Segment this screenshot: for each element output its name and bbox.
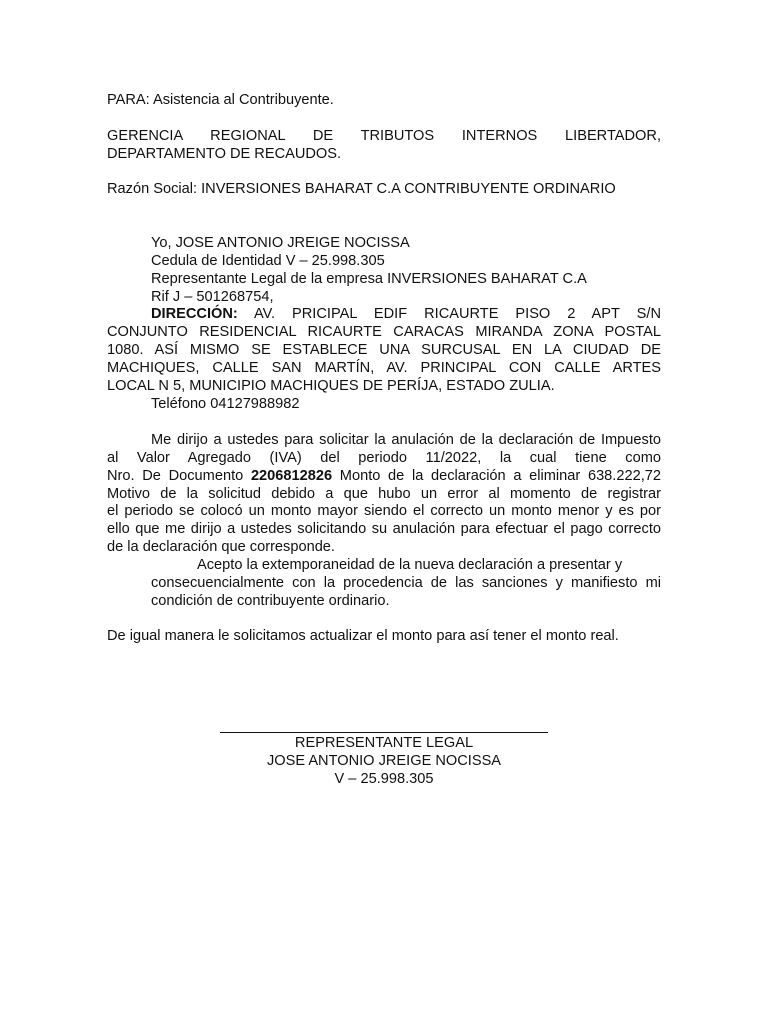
- body-p2-line-2: consecuencialmente con la procedencia de las sanciones y manifiesto mi: [151, 575, 661, 591]
- razon-social-line: Razón Social: INVERSIONES BAHARAT C.A CONTRIBUYENTE ORDINARIO: [107, 181, 616, 197]
- declaration-amount-text: Monto de la declaración a eliminar 638.222,72: [332, 468, 661, 484]
- body-p3: De igual manera le solicitamos actualizar el monto para así tener el monto real.: [107, 628, 619, 644]
- address-line-4: MACHIQUES, CALLE SAN MARTÍN, AV. PRINCIPAL CON CALLE ARTES: [107, 360, 661, 376]
- body-p1-line-7: de la declaración que corresponde.: [107, 539, 335, 555]
- body-p1-line-5: el periodo se colocó un monto mayor siendo el correcto un monto menor y es por: [107, 503, 661, 519]
- body-p2-line-3: condición de contribuyente ordinario.: [151, 593, 390, 609]
- address-line-2: CONJUNTO RESIDENCIAL RICAURTE CARACAS MIRANDA ZONA POSTAL: [107, 324, 661, 340]
- identity-cedula: Cedula de Identidad V – 25.998.305: [151, 253, 385, 269]
- identity-name: Yo, JOSE ANTONIO JREIGE NOCISSA: [151, 235, 410, 251]
- signature-name: JOSE ANTONIO JREIGE NOCISSA: [266, 753, 502, 769]
- body-p1-line-3: [107, 467, 661, 485]
- identity-rif: Rif J – 501268754,: [151, 289, 274, 305]
- phone-line: Teléfono 04127988982: [151, 396, 300, 412]
- address-line-5: LOCAL N 5, MUNICIPIO MACHIQUES DE PERÍJA, ESTADO ZULIA.: [107, 378, 555, 394]
- address-line-1: [151, 305, 661, 323]
- signature-line: [220, 732, 548, 733]
- address-text-1: AV. PRICIPAL EDIF RICAURTE PISO 2 APT S/N: [237, 306, 661, 322]
- body-p1-line-2: al Valor Agregado (IVA) del periodo 11/2022, la cual tiene como: [107, 450, 661, 466]
- signature-id: V – 25.998.305: [334, 771, 434, 787]
- identity-representante: Representante Legal de la empresa INVERSIONES BAHARAT C.A: [151, 271, 587, 287]
- gerencia-line-1: GERENCIA REGIONAL DE TRIBUTOS INTERNOS LIBERTADOR,: [107, 128, 661, 144]
- body-p1-line-1: Me dirijo a ustedes para solicitar la anulación de la declaración de Impuesto: [151, 432, 661, 448]
- letter-page: [107, 0, 661, 1024]
- recipient-line: PARA: Asistencia al Contribuyente.: [107, 92, 334, 108]
- gerencia-line-2: DEPARTAMENTO DE RECAUDOS.: [107, 146, 342, 162]
- doc-number: 2206812826: [250, 468, 333, 484]
- body-p1-line-6: ello que me dirijo a ustedes solicitando su anulación para efectuar el pago correcto: [107, 521, 661, 537]
- address-label: DIRECCIÓN:: [151, 306, 238, 322]
- signature-title: REPRESENTANTE LEGAL: [294, 735, 474, 751]
- body-p2-line-1: Acepto la extemporaneidad de la nueva declaración a presentar y: [197, 557, 623, 573]
- address-line-3: 1080. ASÍ MISMO SE ESTABLECE UNA SURCUSAL EN LA CIUDAD DE: [107, 342, 661, 358]
- doc-number-prefix: Nro. De Documento: [107, 468, 251, 484]
- body-p1-line-4: Motivo de la solicitud debido a que hubo un error al momento de registrar: [107, 486, 661, 502]
